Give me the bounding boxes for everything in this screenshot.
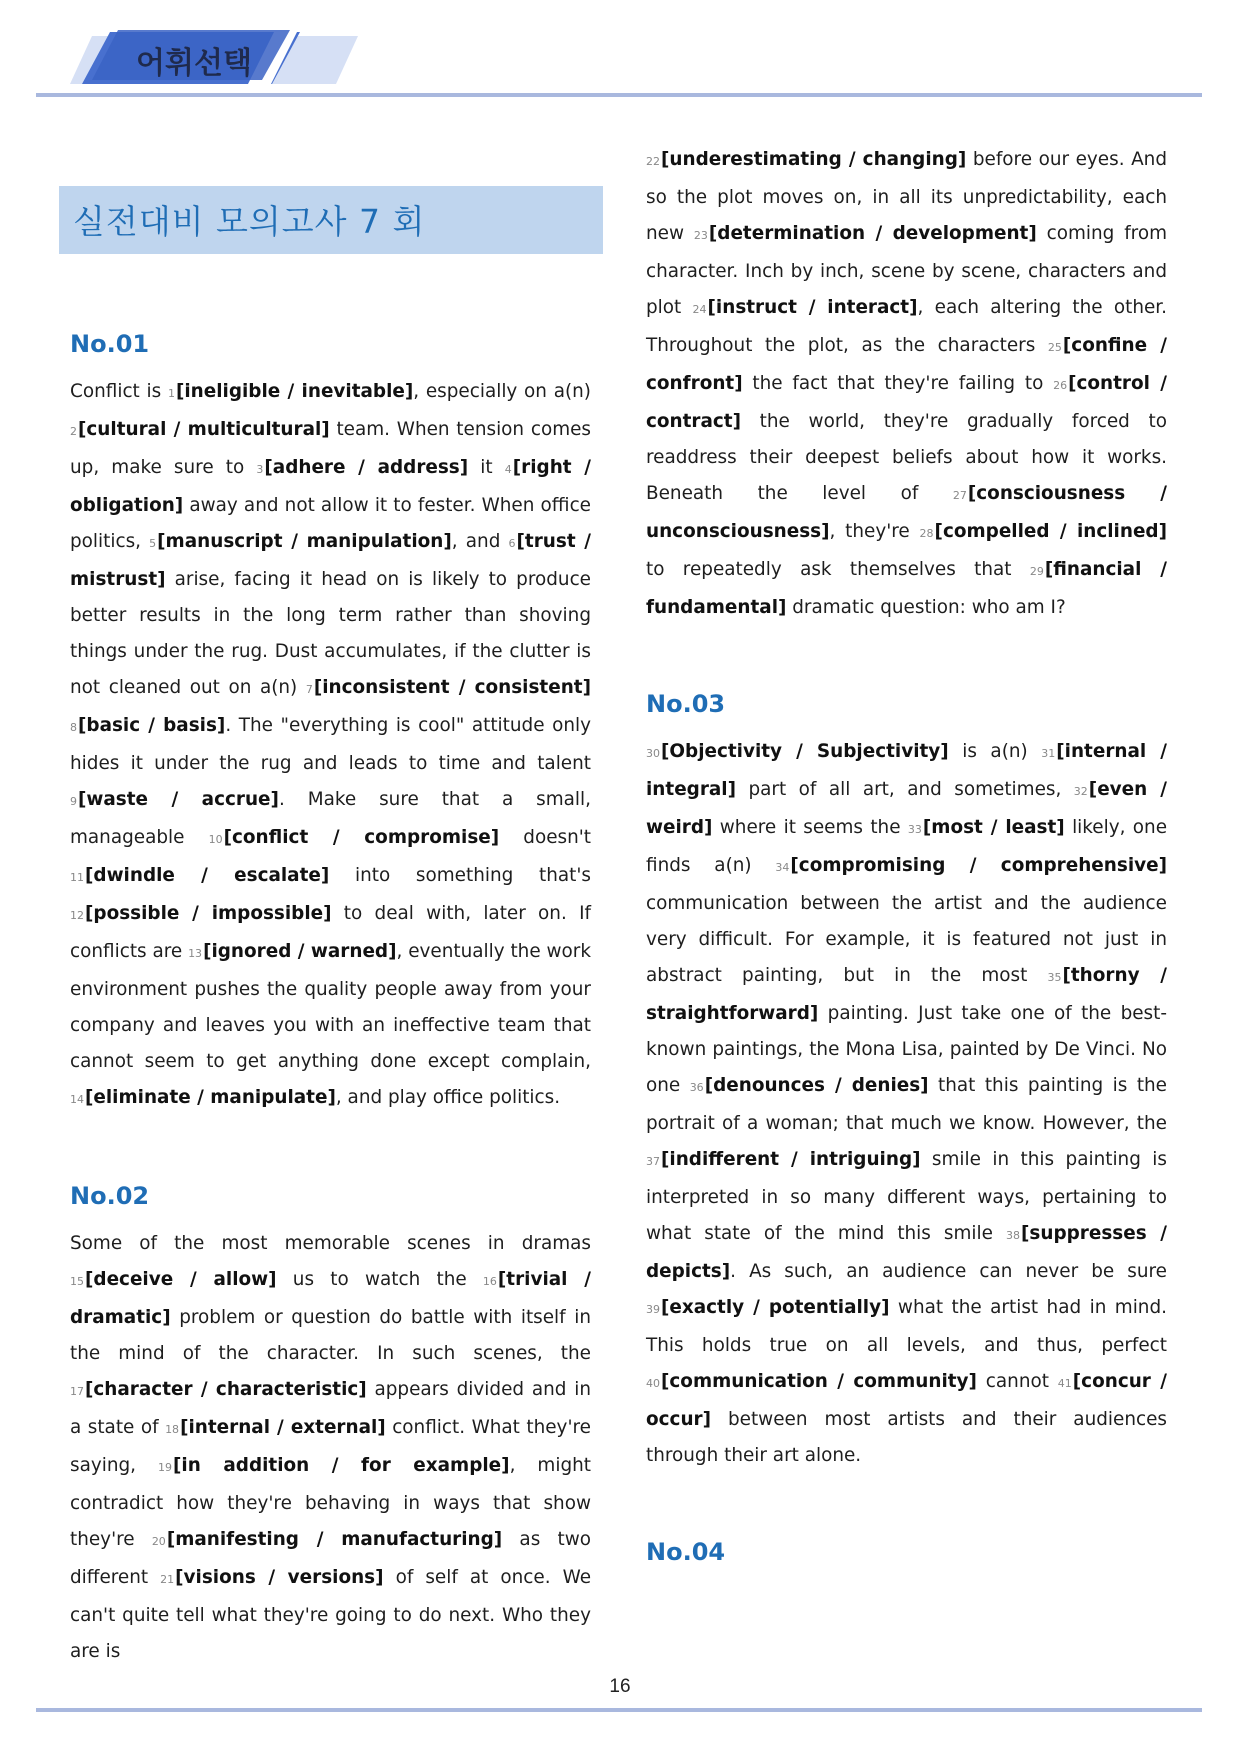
passage-fragment: team. When tension comes up, make sure to <box>70 419 592 478</box>
passage-fragment: painting. Just take one of the best-known paintings, the Mona Lisa, painted by De Vinci. No one <box>646 1003 1167 1096</box>
answer-choice: [possible / impossible] <box>85 903 332 924</box>
passage-fragment: Some of the most memorable scenes in dramas <box>70 1233 591 1254</box>
passage-fragment: into something that's <box>329 865 591 886</box>
answer-choice: [underestimating / changing] <box>661 149 967 170</box>
answer-choice: [compelled / inclined] <box>934 521 1167 542</box>
passage-fragment: what the artist had in mind. This holds true on all levels, and thus, perfect <box>646 1297 1167 1356</box>
question-number: 14 <box>70 1093 84 1106</box>
exam-title: 실전대비 모의고사 7 회 <box>73 202 426 241</box>
passage-text <box>70 374 591 1118</box>
answer-choice: [trivial / dramatic] <box>70 1269 591 1328</box>
question-number: 9 <box>70 795 77 808</box>
question-number: 33 <box>907 823 922 836</box>
exam-title-box <box>59 186 603 254</box>
passage-fragment: is a(n) <box>948 741 1042 762</box>
passage-fragment: as two different <box>70 1529 592 1588</box>
passage-fragment: where it seems the <box>712 817 908 838</box>
question-number: 34 <box>775 861 790 874</box>
passage-fragment: problem or question do battle with itself in the mind of the character. In such scenes, the <box>70 1307 591 1364</box>
question-number: 10 <box>208 833 223 846</box>
passage-fragment: away and not allow it to fester. When office politics, <box>70 495 591 552</box>
passage-fragment: . As such, an audience can never be sure <box>730 1261 1167 1282</box>
passage-fragment: the world, they're gradually forced to readdress their deepest beliefs about how it works. Beneath the level of <box>646 411 1167 504</box>
answer-choice: [control / contract] <box>646 373 1167 432</box>
answer-choice: [even / weird] <box>646 779 1167 838</box>
question-number: 2 <box>70 425 77 438</box>
question-number: 30 <box>646 747 660 760</box>
answer-choice: [inconsistent / consistent] <box>313 677 591 698</box>
question-number: 17 <box>70 1385 84 1398</box>
passage-fragment: doesn't <box>499 827 592 848</box>
question-number: 6 <box>508 537 516 550</box>
section-heading: No.01 <box>70 330 150 358</box>
answer-choice: [cultural / multicultural] <box>78 419 330 440</box>
passage-fragment: coming from character. Inch by inch, scene by scene, characters and plot <box>646 223 1167 318</box>
passage-fragment: smile in this painting is interpreted in so many different ways, pertaining to what state of the mind this smile <box>646 1149 1167 1244</box>
answer-choice: [concur / occur] <box>646 1371 1167 1430</box>
passage-fragment: the fact that they're failing to <box>742 373 1054 394</box>
question-number: 32 <box>1073 785 1088 798</box>
question-number: 20 <box>151 1535 166 1548</box>
passage-fragment: , especially on a(n) <box>413 381 591 402</box>
question-number: 1 <box>167 387 175 400</box>
passage-fragment: to repeatedly ask themselves that <box>646 559 1030 580</box>
answer-choice: [internal / integral] <box>646 741 1167 800</box>
question-number: 25 <box>1047 341 1062 354</box>
passage-fragment: arise, facing it head on is likely to produce better results in the long term rather than shoving things under the rug. Dust accumulates, if the clutter is not cleaned out on a(n) <box>70 569 591 698</box>
answer-choice: [ignored / warned] <box>203 941 397 962</box>
question-number: 36 <box>689 1081 704 1094</box>
answer-choice: [Objectivity / Subjectivity] <box>661 741 949 762</box>
passage-fragment: cannot <box>976 1371 1058 1392</box>
question-number: 37 <box>646 1155 660 1168</box>
passage-fragment: between most artists and their audiences through their art alone. <box>646 1409 1167 1466</box>
answer-choice: [visions / versions] <box>175 1567 384 1588</box>
passage-fragment: that this painting is the portrait of a woman; that much we know. However, the <box>646 1075 1167 1134</box>
passage-fragment: likely, one finds a(n) <box>646 817 1168 876</box>
question-number: 5 <box>149 537 157 550</box>
question-number: 8 <box>70 721 77 734</box>
passage-fragment: it <box>468 457 505 478</box>
section-heading: No.02 <box>70 1182 150 1210</box>
passage-fragment: Conflict is <box>70 381 168 402</box>
answer-choice: [determination / development] <box>708 223 1037 244</box>
question-number: 19 <box>158 1461 173 1474</box>
answer-choice: [waste / accrue] <box>78 789 279 810</box>
answer-choice: [conflict / compromise] <box>223 827 500 848</box>
answer-choice: [eliminate / manipulate] <box>85 1087 336 1108</box>
answer-choice: [adhere / address] <box>264 457 469 478</box>
passage-fragment: appears divided and in a state of <box>70 1379 591 1438</box>
passage-fragment: , they're <box>829 521 920 542</box>
question-number: 3 <box>256 463 264 476</box>
question-number: 39 <box>646 1303 660 1316</box>
answer-choice: [basic / basis] <box>78 715 226 736</box>
question-number: 22 <box>646 155 660 168</box>
question-number: 16 <box>482 1275 497 1288</box>
section-heading: No.03 <box>646 690 726 718</box>
answer-choice: [indifferent / intriguing] <box>661 1149 921 1170</box>
answer-choice: [suppresses / depicts] <box>646 1223 1167 1282</box>
answer-choice: [right / obligation] <box>70 457 591 516</box>
question-number: 11 <box>70 871 84 884</box>
passage-fragment: us to watch the <box>276 1269 483 1290</box>
passage-fragment: , and play office politics. <box>335 1087 561 1108</box>
answer-choice: [consciousness / unconsciousness] <box>646 483 1168 542</box>
passage-text <box>70 1226 591 1670</box>
question-number: 13 <box>188 947 203 960</box>
question-number: 29 <box>1029 565 1044 578</box>
answer-choice: [character / characteristic] <box>85 1379 367 1400</box>
question-number: 28 <box>919 527 934 540</box>
answer-choice: [dwindle / escalate] <box>85 865 330 886</box>
question-number: 31 <box>1041 747 1056 760</box>
section-heading: No.04 <box>646 1538 726 1566</box>
question-number: 12 <box>70 909 84 922</box>
passage-fragment: , might contradict how they're behaving in ways that show they're <box>70 1455 591 1550</box>
question-number: 23 <box>693 229 708 242</box>
answer-choice: [manuscript / manipulation] <box>157 531 452 552</box>
answer-choice: [exactly / potentially] <box>661 1297 890 1318</box>
header-title: 어휘선택 <box>136 46 252 81</box>
answer-choice: [denounces / denies] <box>704 1075 929 1096</box>
passage-fragment: communication between the artist and the audience very difficult. For example, it is featured not just in abstract painting, but in the most <box>646 893 1167 986</box>
header-divider <box>36 93 1202 97</box>
answer-choice: [ineligible / inevitable] <box>175 381 414 402</box>
page-number: 16 <box>609 1676 631 1697</box>
answer-choice: [confine / confront] <box>646 335 1167 394</box>
answer-choice: [thorny / straightforward] <box>646 965 1167 1024</box>
passage-fragment: conflict. What they're saying, <box>70 1417 591 1476</box>
question-number: 4 <box>504 463 512 476</box>
question-number: 24 <box>692 303 707 316</box>
answer-choice: [trust / mistrust] <box>70 531 592 590</box>
answer-choice: [deceive / allow] <box>85 1269 277 1290</box>
passage-fragment: to deal with, later on. If conflicts are <box>70 903 591 962</box>
question-number: 15 <box>70 1275 84 1288</box>
answer-choice: [most / least] <box>922 817 1065 838</box>
answer-choice: [compromising / comprehensive] <box>790 855 1167 876</box>
question-number: 35 <box>1047 971 1062 984</box>
question-number: 21 <box>160 1573 175 1586</box>
passage-fragment: of self at once. We can't quite tell what they're going to do next. Who they are is <box>70 1567 592 1662</box>
question-number: 40 <box>646 1377 660 1390</box>
question-number: 26 <box>1053 379 1068 392</box>
passage-fragment: . The "everything is cool" attitude only hides it under the rug and leads to time and talent <box>70 715 591 774</box>
question-number: 41 <box>1057 1377 1072 1390</box>
answer-choice: [manifesting / manufacturing] <box>166 1529 503 1550</box>
question-number: 18 <box>165 1423 180 1436</box>
answer-choice: [in addition / for example] <box>173 1455 510 1476</box>
question-number: 38 <box>1006 1229 1021 1242</box>
question-number: 7 <box>305 683 313 696</box>
right-column <box>646 142 1167 1582</box>
left-column <box>70 324 591 1670</box>
footer-divider <box>36 1708 1202 1712</box>
answer-choice: [instruct / interact] <box>707 297 918 318</box>
question-number: 27 <box>952 489 967 502</box>
passage-fragment: dramatic question: who am I? <box>786 597 1066 618</box>
answer-choice: [communication / community] <box>661 1371 977 1392</box>
passage-fragment: , and <box>451 531 509 552</box>
passage-fragment: , eventually the work environment pushes the quality people away from your company and leaves you with an ineffective team that cannot seem to get anything done except complain, <box>70 941 591 1072</box>
passage-fragment: before our eyes. And so the plot moves on, in all its unpredictability, each new <box>646 149 1167 244</box>
passage-fragment: . Make sure that a small, manageable <box>70 789 591 848</box>
answer-choice: [financial / fundamental] <box>646 559 1168 618</box>
passage-fragment: part of all art, and sometimes, <box>736 779 1074 800</box>
passage-text <box>646 734 1167 1474</box>
passage-text <box>646 142 1167 626</box>
answer-choice: [internal / external] <box>180 1417 386 1438</box>
passage-fragment: , each altering the other. Throughout the plot, as the characters <box>646 297 1168 356</box>
